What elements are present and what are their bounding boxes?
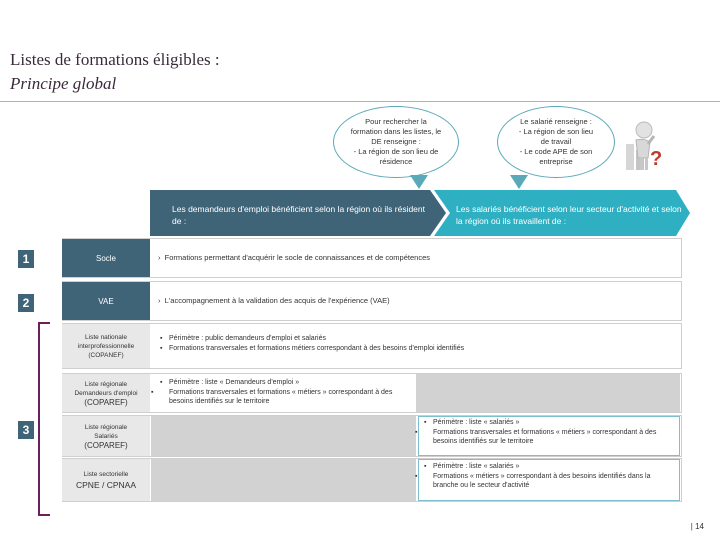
desc-vae-text: L'accompagnement à la validation des acquis de l'expérience (VAE): [164, 296, 390, 305]
page-title: Listes de formations éligibles :: [10, 50, 220, 69]
bullets-cpne: [415, 462, 676, 491]
bullet-item: ▪ Formations transversales et formations métiers correspondant à des besoins d'emploi identifiés: [160, 344, 465, 352]
label-line: (COPAREF): [84, 397, 128, 407]
bullet-chevron: ›: [158, 296, 161, 305]
label-vae-text: VAE: [98, 296, 114, 306]
label-vae: [62, 282, 150, 320]
label-socle: [62, 239, 150, 277]
bullet-item: ▪ Périmètre : public demandeurs d'emploi et salariés: [160, 335, 326, 342]
title-divider: [0, 101, 720, 102]
label-line: CPNE / CPNAA: [76, 480, 136, 490]
bullets-coparef-sal: [415, 418, 676, 447]
bubble-line: - La région de son lieu de: [353, 147, 439, 156]
bullet-item: ▪ Périmètre : liste « salariés »: [424, 463, 520, 470]
speech-bubble-tail: [510, 175, 528, 189]
speech-bubble-demandeurs: [333, 106, 459, 178]
bubble-line: formation dans les listes, le: [350, 127, 442, 136]
desc-socle-text: Formations permettant d'acquérir le socle de connaissances et de compétences: [164, 253, 430, 262]
label-coparef-de: [62, 374, 150, 412]
badge-1: 1: [18, 250, 34, 268]
label-line: Liste nationale: [85, 333, 127, 341]
bubble-line: DE renseigne :: [371, 137, 421, 146]
badge-3: 3: [18, 421, 34, 439]
header-salaries: Les salariés bénéficient selon leur secteur d'activité et selon la région où ils travaillent de :: [456, 204, 682, 226]
label-line: Salariés: [94, 432, 118, 440]
question-mark-icon: ?: [650, 148, 663, 170]
empty-cell: [416, 374, 680, 412]
label-coparef-sal: [62, 416, 150, 456]
bubble-line: entreprise: [539, 157, 573, 166]
page-number: | 14: [690, 522, 704, 531]
header-demandeurs: Les demandeurs d'emploi bénéficient selon la région où ils résident de :: [172, 204, 425, 226]
bubble-line: résidence: [379, 157, 413, 166]
label-line: Liste régionale: [84, 380, 128, 388]
section-3-brace: [38, 322, 50, 516]
label-cpne: [62, 459, 150, 501]
bullet-item: ▪ Formations transversales et formations « métiers » correspondant à des besoins identifiés sur le territoire: [151, 388, 393, 405]
page-subtitle: Principe global: [10, 74, 117, 93]
badge-2: 2: [18, 294, 34, 312]
bullet-item: ▪ Périmètre : liste « Demandeurs d'emploi »: [160, 379, 300, 386]
bullets-copanef: [160, 334, 660, 353]
label-line: Liste sectorielle: [83, 471, 129, 478]
label-socle-text: Socle: [95, 253, 116, 263]
bubble-line: Pour rechercher la: [365, 117, 427, 126]
bullets-coparef-de: [151, 378, 412, 407]
bubble-line: - La région de son lieu: [518, 127, 594, 136]
desc-socle: [158, 253, 430, 263]
label-line: (COPANEF): [88, 351, 124, 359]
label-line: Liste régionale: [84, 423, 128, 431]
bullet-item: ▪ Formations « métiers » correspondant à des besoins identifiés dans la branche ou le secteur d'activité: [415, 472, 651, 489]
bubble-line: Le salarié renseigne :: [520, 117, 592, 126]
thinking-figure-icon: [618, 118, 674, 174]
bubble-line: - Le code APE de son: [519, 147, 593, 156]
speech-bubble-salaries: [497, 106, 615, 178]
desc-vae: [158, 296, 390, 306]
label-line: Demandeurs d'emploi: [74, 389, 138, 397]
label-line: (COPAREF): [84, 440, 128, 450]
label-copanef: [62, 324, 150, 368]
speech-bubble-tail: [410, 175, 428, 189]
bubble-line: de travail: [540, 137, 572, 146]
empty-cell: [151, 459, 416, 501]
bullet-item: ▪ Périmètre : liste « salariés »: [424, 419, 520, 426]
empty-cell: [151, 416, 416, 456]
bullet-item: ▪ Formations transversales et formations « métiers » correspondant à des besoins identifiés sur le territoire: [415, 428, 657, 445]
label-line: interprofessionnelle: [77, 342, 135, 350]
bullet-chevron: ›: [158, 253, 161, 262]
